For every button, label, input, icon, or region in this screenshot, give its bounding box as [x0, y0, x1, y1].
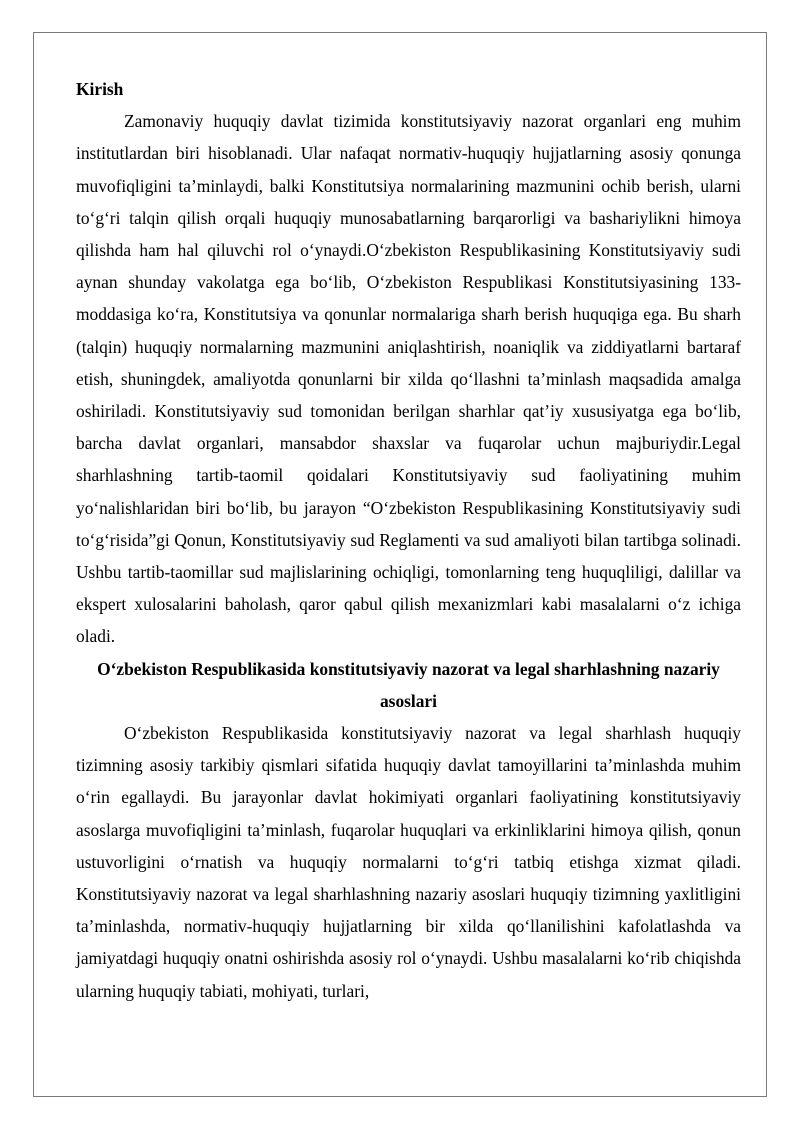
intro-paragraph: Zamonaviy huquqiy davlat tizimida konstitutsiyaviy nazorat organlari eng muhim institutlardan biri hisoblanadi. Ular nafaqat normativ-huquqiy hujjatlarning asosiy qonunga muvofiqligini ta’minlaydi, balki Konstitutsiya normalarining mazmunini ochib berish, ularni to‘g‘ri talqin qilish orqali huquqiy munosabatlarning barqarorligi va bashariylikni himoya qilishda ham hal qiluvchi rol o‘ynaydi.O‘zbekiston Respublikasining Konstitutsiyaviy sudi aynan shunday vakolatga ega bo‘lib, O‘zbekiston Respublikasi Konstitutsiyasining 133-moddasiga ko‘ra, Konstitutsiya va qonunlar normalariga sharh berish huquqiga ega. Bu sharh (talqin) huquqiy normalarning mazmunini aniqlashtirish, noaniqlik va ziddiyatlarni bartaraf etish, shuningdek, amaliyotda qonunlarni bir xilda qo‘llashni ta’minlash maqsadida amalga oshiriladi. Konstitutsiyaviy sud tomonidan berilgan sharhlar qat’iy xususiyatga ega bo‘lib, barcha davlat organlari, mansabdor shaxslar va fuqarolar uchun majburiydir.Legal sharhlashning tartib-taomil qoidalari Konstitutsiyaviy sud faoliyatining muhim yo‘nalishlaridan biri bo‘lib, bu jarayon “O‘zbekiston Respublikasining Konstitutsiyaviy sudi to‘g‘risida”gi Qonun, Konstitutsiyaviy sud Reglamenti va sud amaliyoti bilan tartibga solinadi. Ushbu tartib-taomillar sud majlislarining ochiqligi, tomonlarning teng huquqliligi, dalillar va ekspert xulosalarini baholash, qaror qabul qilish mexanizmlari kabi masalalarni o‘z ichiga oladi.: [76, 111, 741, 647]
section-paragraph: O‘zbekiston Respublikasida konstitutsiyaviy nazorat va legal sharhlash huquqiy tizimning asosiy tarkibiy qismlari sifatida huquqiy davlat tamoyillarini ta’minlashda muhim o‘rin egallaydi. Bu jarayonlar davlat hokimiyati organlari faoliyatining konstitutsiyaviy asoslarga muvofiqligini ta’minlash, fuqarolar huquqlari va erkinliklarini himoya qilish, qonun ustuvorligini o‘rnatish va huquqiy normalarni to‘g‘ri tatbiq etishga xizmat qiladi. Konstitutsiyaviy nazorat va legal sharhlashning nazariy asoslari huquqiy tizimning yaxlitligini ta’minlashda, normativ-huquqiy hujjatlarning bir xilda qo‘llanilishini kafolatlashda va jamiyatdagi huquqiy onatni oshirishda asosiy rol o‘ynaydi. Ushbu masalalarni ko‘rib chiqishda ularning huquqiy tabiati, mohiyati, turlari,: [76, 723, 741, 1001]
section-title: O‘zbekiston Respublikasida konstitutsiyaviy nazorat va legal sharhlashning nazariy asoslari: [97, 658, 720, 711]
intro-heading: Kirish: [76, 79, 124, 99]
document-body: [76, 73, 741, 1007]
